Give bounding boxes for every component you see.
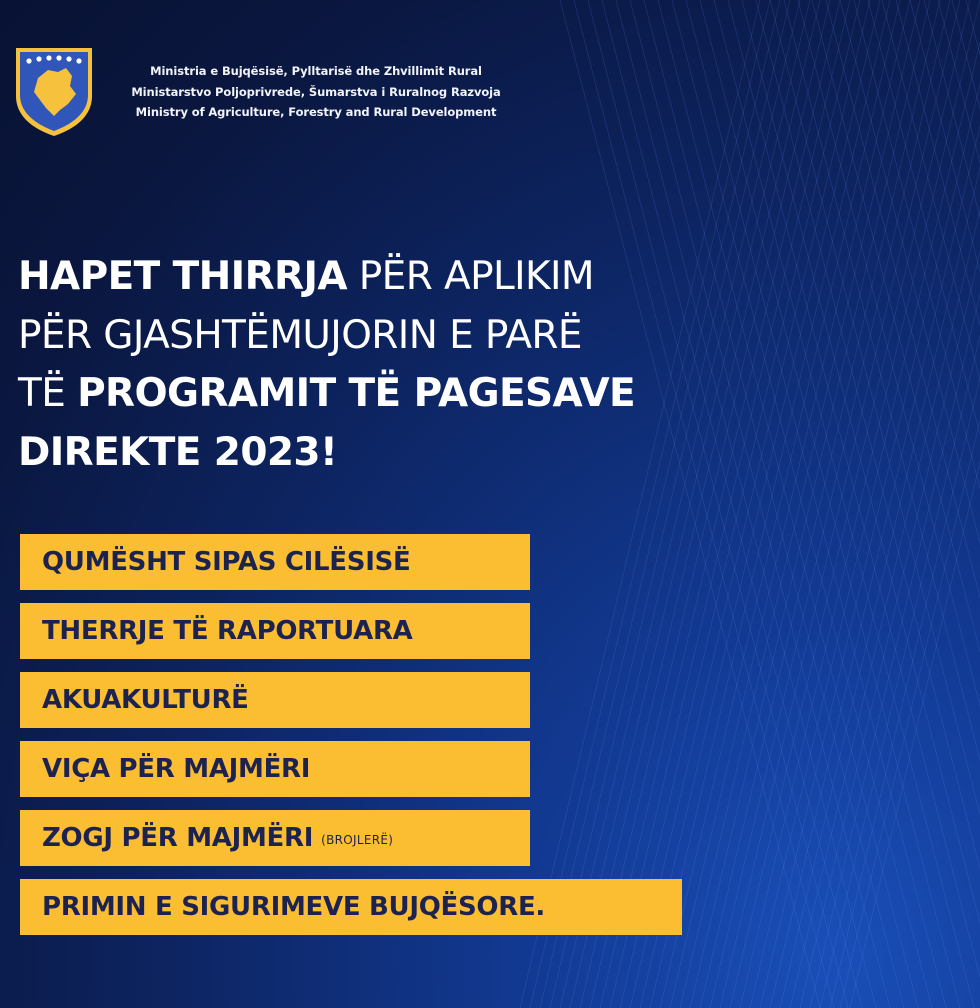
ministry-header [12, 44, 572, 139]
kosovo-coat-of-arms-icon [12, 44, 96, 138]
ministry-name-albanian: Ministria e Bujqësisë, Pylltarisë dhe Zhvillimit Rural [150, 64, 482, 78]
headline [18, 248, 778, 482]
ministry-name-serbian: Ministarstvo Poljoprivrede, Šumarstva i Ruralnog Razvoja [131, 84, 501, 99]
program-item-note: (BROJLERË) [321, 833, 394, 847]
program-item-milk-quality: QUMËSHT SIPAS CILËSISË [20, 534, 530, 590]
headline-line-2: PËR GJASHTËMUJORIN E PARË [18, 312, 582, 358]
program-item-broiler-chickens: ZOGJ PËR MAJMËRI (BROJLERË) [20, 810, 530, 866]
program-item-reported-slaughter: THERRJE TË RAPORTUARA [20, 603, 530, 659]
headline-line-3: TË PROGRAMIT TË PAGESAVE [18, 371, 636, 416]
ministry-name-english: Ministry of Agriculture, Forestry and Rural Development [135, 105, 497, 119]
program-item-agri-insurance: PRIMIN E SIGURIMEVE BUJQËSORE. [20, 879, 682, 935]
program-item-aquaculture: AKUAKULTURË [20, 672, 530, 728]
program-item-calves-fattening: VIÇA PËR MAJMËRI [20, 741, 530, 797]
ministry-name [116, 61, 516, 123]
headline-line-1: HAPET THIRRJA PËR APLIKIM [18, 254, 594, 299]
headline-line-4: DIREKTE 2023! [18, 429, 338, 475]
